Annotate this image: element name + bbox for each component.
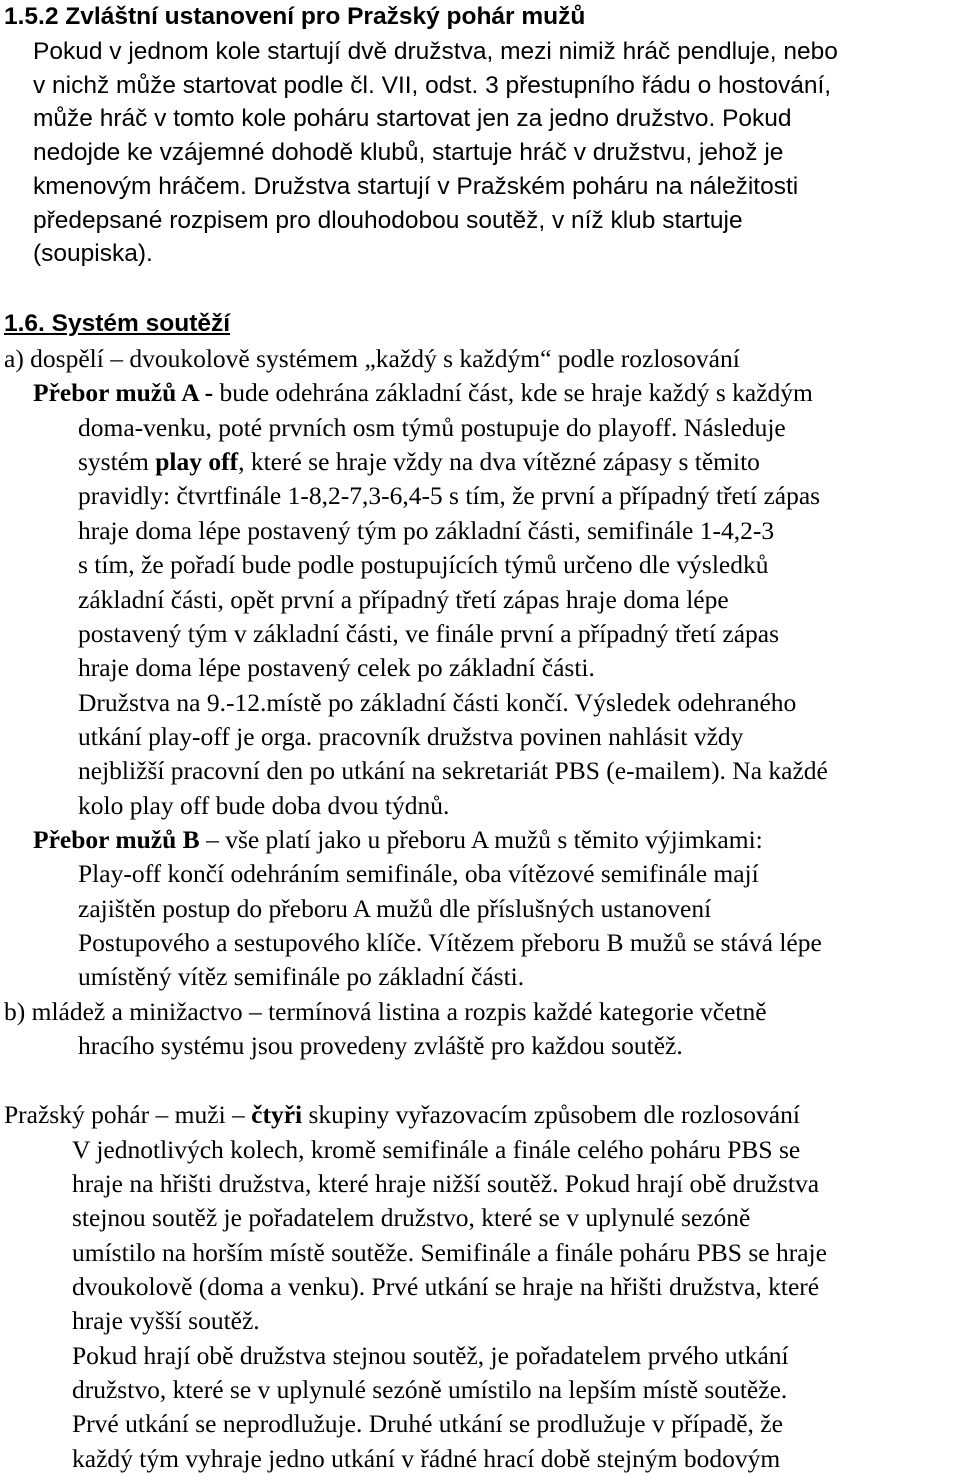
- paragraph-line: pravidly: čtvrtfinále 1-8,2-7,3-6,4-5 s tím, že první a případný třetí zápas: [78, 481, 821, 510]
- paragraph-line: umístěný vítěz semifinále po základní části.: [78, 962, 525, 991]
- paragraph-line: může hráč v tomto kole poháru startovat jen za jedno družstvo. Pokud: [33, 105, 792, 132]
- paragraph-line: základní části, opět první a případný třetí zápas hraje doma lépe: [78, 585, 729, 614]
- prebor-b-label: Přebor mužů B: [33, 825, 200, 854]
- paragraph-line: v nichž může startovat podle čl. VII, odst. 3 přestupního řádu o hostování,: [33, 72, 832, 99]
- paragraph-line: Pokud v jednom kole startují dvě družstva, mezi nimiž hráč pendluje, nebo: [33, 38, 838, 65]
- paragraph-line: kolo play off bude doba dvou týdnů.: [78, 791, 450, 820]
- paragraph-line: družstvo, které se v uplynulé sezóně umístilo na lepším místě soutěže.: [72, 1375, 788, 1404]
- text-run: , které se hraje vždy na dva vítězné zápasy s těmito: [238, 447, 760, 476]
- paragraph-line: hraje vyšší soutěž.: [72, 1306, 260, 1335]
- paragraph-line: (soupiska).: [33, 240, 153, 267]
- paragraph-line: hraje doma lépe postavený celek po základní části.: [78, 653, 595, 682]
- paragraph-line: Play-off končí odehráním semifinále, oba vítězové semifinále mají: [78, 859, 759, 888]
- paragraph-line: V jednotlivých kolech, kromě semifinále a finále celého poháru PBS se: [72, 1135, 801, 1164]
- prebor-a-line: [33, 380, 813, 406]
- prebor-a-label: Přebor mužů A -: [33, 378, 214, 407]
- paragraph-line: hraje doma lépe postavený tým po základní části, semifinále 1-4,2-3: [78, 516, 775, 545]
- paragraph-line: hracího systému jsou provedeny zvláště pro každou soutěž.: [78, 1031, 683, 1060]
- paragraph-line: dvoukolově (doma a venku). Prvé utkání se hraje na hřišti družstva, které: [72, 1272, 820, 1301]
- cup-heading-line: [4, 1102, 800, 1128]
- section-heading-1-6: 1.6. Systém soutěží: [4, 310, 231, 337]
- paragraph-line: kmenovým hráčem. Družstva startují v Pražském poháru na náležitosti: [33, 173, 799, 200]
- paragraph-line: doma-venku, poté prvních osm týmů postupuje do playoff. Následuje: [78, 413, 786, 442]
- prebor-a-text: bude odehrána základní část, kde se hraje každý s každým: [213, 378, 813, 407]
- paragraph-line: postavený tým v základní části, ve finále první a případný třetí zápas: [78, 619, 780, 648]
- paragraph-line: utkání play-off je orga. pracovník družstva povinen nahlásit vždy: [78, 722, 744, 751]
- play-off-bold: play off: [155, 447, 239, 476]
- paragraph-line: umístilo na horším místě soutěže. Semifinále a finále poháru PBS se hraje: [72, 1238, 827, 1267]
- paragraph-line: Družstva na 9.-12.místě po základní části končí. Výsledek odehraného: [78, 688, 797, 717]
- text-run: systém: [78, 447, 156, 476]
- prebor-b-text: – vše platí jako u přeboru A mužů s těmito výjimkami:: [199, 825, 763, 854]
- paragraph-line: zajištěn postup do přeboru A mužů dle příslušných ustanovení: [78, 894, 712, 923]
- paragraph-line: Pokud hrají obě družstva stejnou soutěž, je pořadatelem prvého utkání: [72, 1341, 789, 1370]
- paragraph-line: [78, 449, 760, 475]
- prebor-b-line: [33, 827, 763, 853]
- paragraph-line: nejbližší pracovní den po utkání na sekretariát PBS (e-mailem). Na každé: [78, 756, 828, 785]
- text-run: skupiny vyřazovacím způsobem dle rozlosování: [302, 1100, 800, 1129]
- paragraph-line: s tím, že pořadí bude podle postupujících týmů určeno dle výsledků: [78, 550, 769, 579]
- paragraph-line: Prvé utkání se neprodlužuje. Druhé utkání se prodlužuje v případě, že: [72, 1409, 783, 1438]
- adults-line: a) dospělí – dvoukolově systémem „každý s každým“ podle rozlosování: [4, 344, 740, 373]
- section-heading-1-5-2: 1.5.2 Zvláštní ustanovení pro Pražský pohár mužů: [4, 3, 586, 30]
- cup-bold-word: čtyři: [251, 1100, 303, 1129]
- paragraph-line: hraje na hřišti družstva, které hraje nižší soutěž. Pokud hrají obě družstva: [72, 1169, 820, 1198]
- paragraph-line: nedojde ke vzájemné dohodě klubů, startuje hráč v družstvu, jehož je: [33, 139, 784, 166]
- text-run: Pražský pohár – muži –: [4, 1100, 252, 1129]
- paragraph-line: Postupového a sestupového klíče. Vítězem přeboru B mužů se stává lépe: [78, 928, 822, 957]
- paragraph-line: předepsané rozpisem pro dlouhodobou soutěž, v níž klub startuje: [33, 207, 743, 234]
- youth-line: b) mládež a minižactvo – termínová listina a rozpis každé kategorie včetně: [4, 997, 767, 1026]
- paragraph-line: stejnou soutěž je pořadatelem družstvo, které se v uplynulé sezóně: [72, 1203, 751, 1232]
- paragraph-line: každý tým vyhraje jedno utkání v řádné hrací době stejným bodovým: [72, 1444, 781, 1473]
